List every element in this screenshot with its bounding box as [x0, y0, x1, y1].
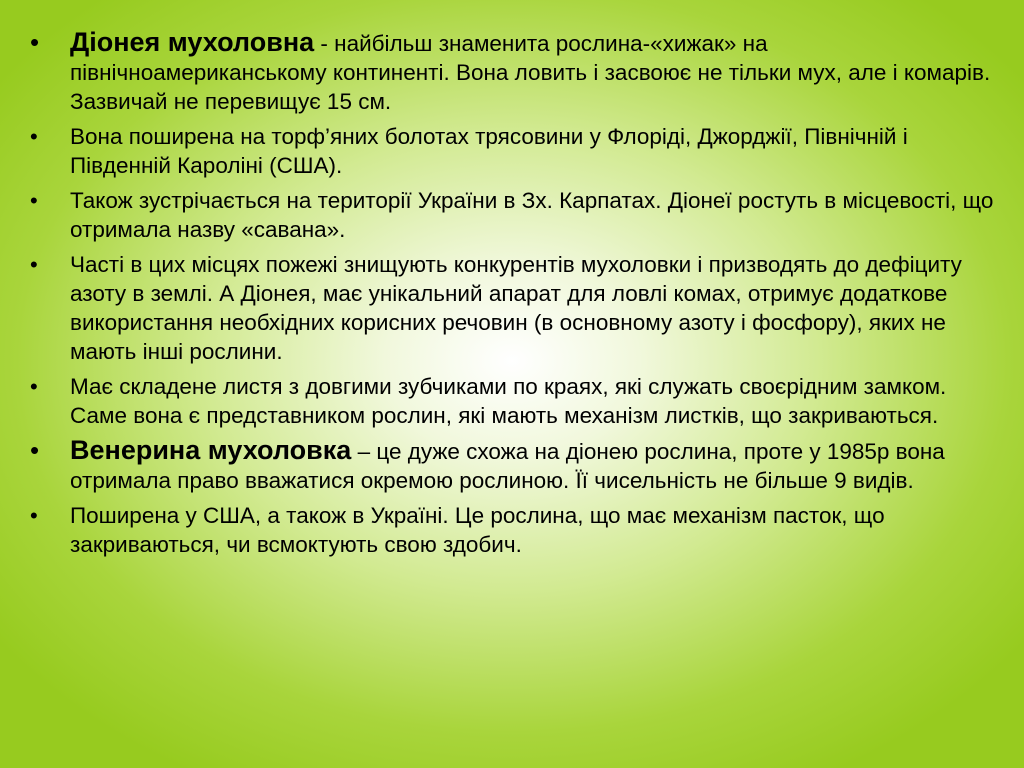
- bullet-text: Поширена у США, а також в Україні. Це рослина, що має механізм пасток, що закриваються, чи всмоктують свою здобич.: [70, 503, 885, 557]
- bullet-list: [30, 28, 1005, 565]
- bullet-text: Вона поширена на торф’яних болотах трясовини у Флоріді, Джорджії, Північній і Південній Кароліні (США).: [70, 124, 908, 178]
- bullet-marker: •: [30, 27, 40, 57]
- bullet-text: - найбільш знаменита рослина-«хижак» на північноамериканському континенті. Вона ловить і засвоює не тільки мух, але і комарів. Зазвичай не перевищує 15 см.: [70, 31, 991, 114]
- term-heading: Венерина мухоловка: [70, 435, 352, 465]
- bullet-marker: •: [30, 374, 38, 399]
- bullet-item-leaves: [30, 372, 1005, 430]
- term-heading: Діонея мухоловна: [70, 27, 315, 57]
- bullet-marker: •: [30, 503, 38, 528]
- bullet-item-ukraine: [30, 186, 1005, 244]
- bullet-item-habitat: [30, 122, 1005, 180]
- bullet-item-dionaea: [30, 28, 1005, 116]
- bullet-marker: •: [30, 435, 40, 465]
- bullet-marker: •: [30, 124, 38, 149]
- bullet-text: Має складене листя з довгими зубчиками по краях, які служать своєрідним замком. Саме вона є представником рослин, які мають механізм листків, що закриваються.: [70, 374, 947, 428]
- bullet-text: – це дуже схожа на діонею рослина, проте у 1985р вона отримала право вважатися окремою рослиною. Її чисельність не більше 9 видів.: [70, 439, 945, 493]
- bullet-item-venus-flytrap: [30, 436, 1005, 495]
- bullet-marker: •: [30, 188, 38, 213]
- bullet-marker: •: [30, 252, 38, 277]
- bullet-item-fires: [30, 250, 1005, 366]
- bullet-text: Часті в цих місцях пожежі знищують конкурентів мухоловки і призводять до дефіциту азоту в землі. А Діонея, має унікальний апарат для ловлі комах, отримує додаткове використання необхідних корисних речовин (в основному азоту і фосфору), яких не мають інші рослини.: [70, 252, 962, 364]
- bullet-text: Також зустрічається на території України в Зх. Карпатах. Діонеї ростуть в місцевості, що отримала назву «савана».: [70, 188, 994, 242]
- bullet-item-distribution: [30, 501, 1005, 559]
